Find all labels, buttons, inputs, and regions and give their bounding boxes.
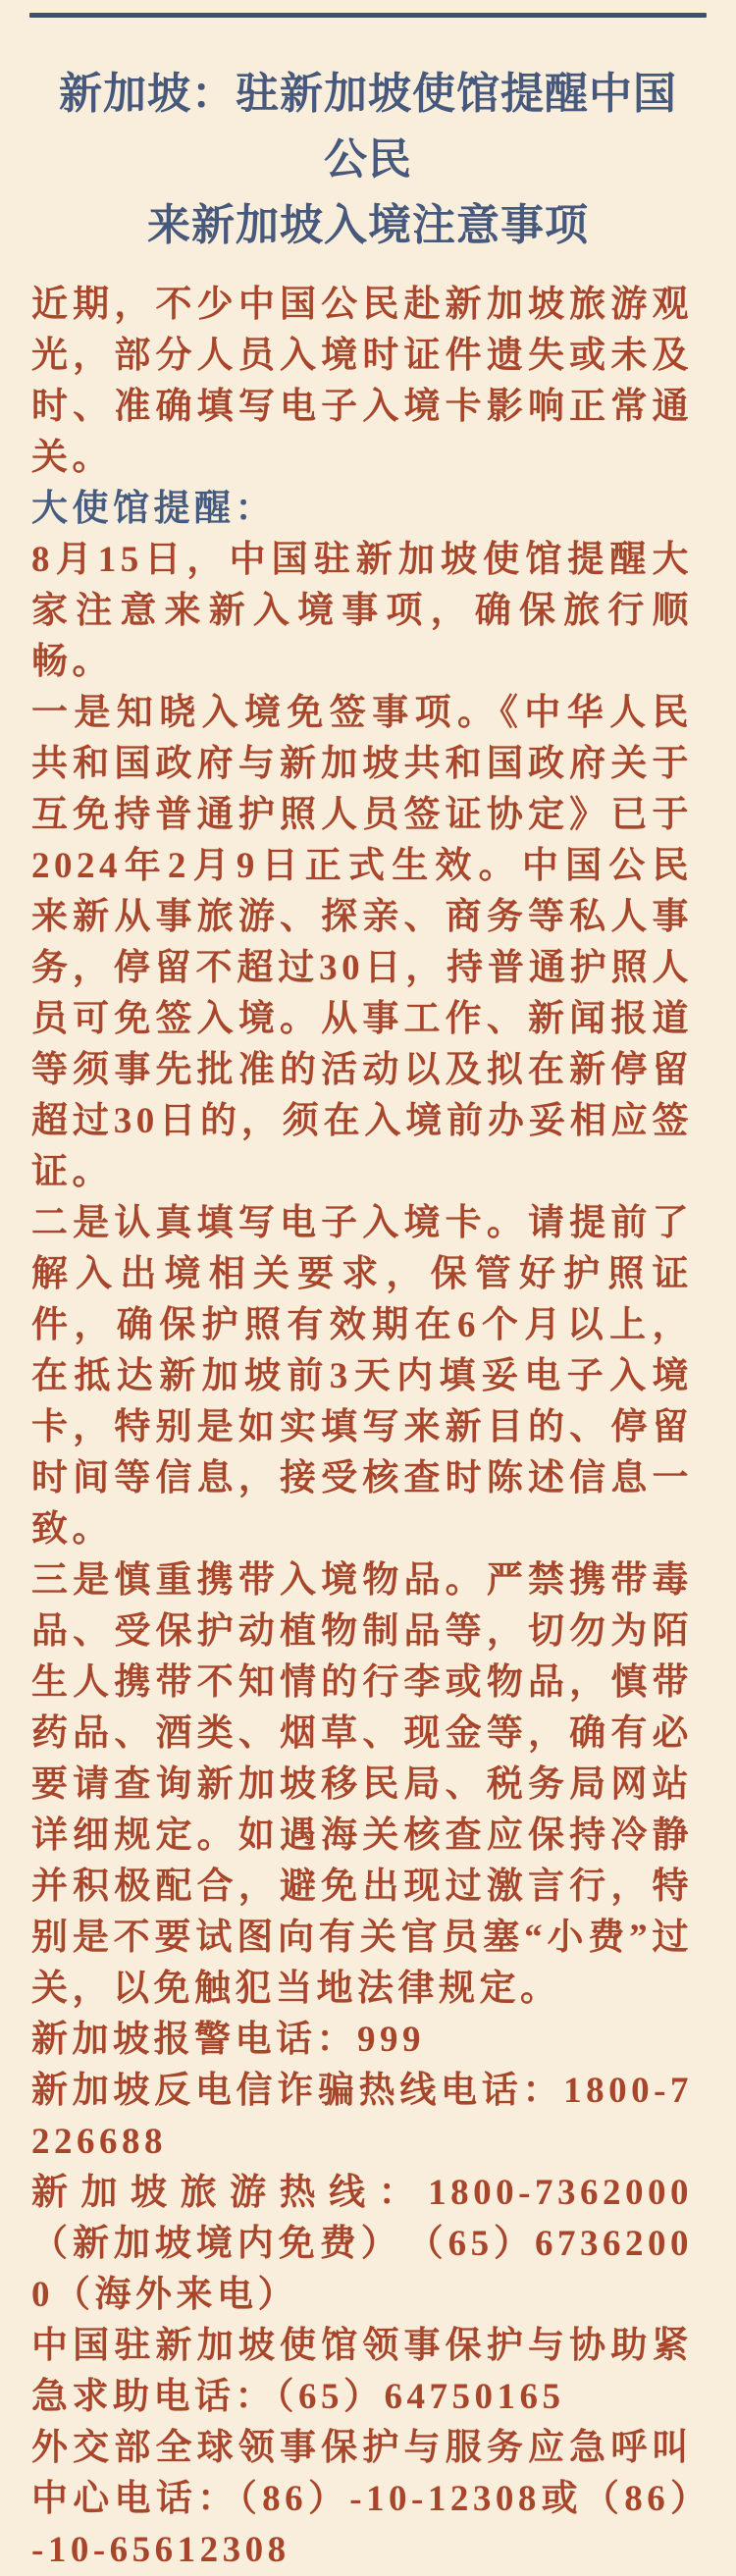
page-title-line-1: 新加坡：驻新加坡使馆提醒中国公民 — [59, 70, 677, 184]
paragraph: 8月15日，中国驻新加坡使馆提醒大家注意来新入境事项，确保旅行顺畅。 — [31, 540, 693, 682]
article-body — [0, 280, 736, 2576]
paragraph: 中国驻新加坡使馆领事保护与协助紧急求助电话：（65）64750165 — [31, 2326, 693, 2417]
paragraph: 二是认真填写电子入境卡。请提前了解入出境相关要求，保管好护照证件，确保护照有效期在6个月以上，在抵达新加坡前3天内填妥电子入境卡，特别是如实填写来新目的、停留时间等信息，接受核查时陈述信息一致。 — [31, 1203, 693, 1550]
paragraph: 新加坡反电信诈骗热线电话：1800-7226688 — [31, 2071, 693, 2162]
paragraph: 新加坡报警电话：999 — [31, 2020, 425, 2060]
paragraph: 一是知晓入境免签事项。《中华人民共和国政府与新加坡共和国政府关于互免持普通护照人员签证协定》已于2024年2月9日正式生效。中国公民来新从事旅游、探亲、商务等私人事务，停留不超过30日，持普通护照人员可免签入境。从事工作、新闻报道等须事先批准的活动以及拟在新停留超过30日的，须在入境前办妥相应签证。 — [31, 693, 693, 1192]
paragraph-accent: 大使馆提醒： — [31, 489, 276, 529]
paragraph: 外交部全球领事保护与服务应急呼叫中心电话：（86）-10-12308或（86）-10-65612308 — [31, 2428, 693, 2570]
advisory-article — [0, 18, 736, 2576]
paragraph: 新加坡旅游热线：1800-7362000（新加坡境内免费） （65）67362000（海外来电） — [31, 2173, 693, 2315]
paragraph: 三是慎重携带入境物品。严禁携带毒品、受保护动植物制品等，切勿为陌生人携带不知情的行李或物品，慎带药品、酒类、烟草、现金等，确有必要请查询新加坡移民局、税务局网站详细规定。如遇海关核查应保持冷静并积极配合，避免出现过激言行，特别是不要试图向有关官员塞“小费”过关，以免触犯当地法律规定。 — [31, 1560, 693, 2009]
page-title — [39, 61, 697, 258]
paragraph: 近期，不少中国公民赴新加坡旅游观光，部分人员入境时证件遗失或未及时、准确填写电子入境卡影响正常通关。 — [31, 285, 693, 478]
page-title-line-2: 来新加坡入境注意事项 — [147, 201, 589, 249]
